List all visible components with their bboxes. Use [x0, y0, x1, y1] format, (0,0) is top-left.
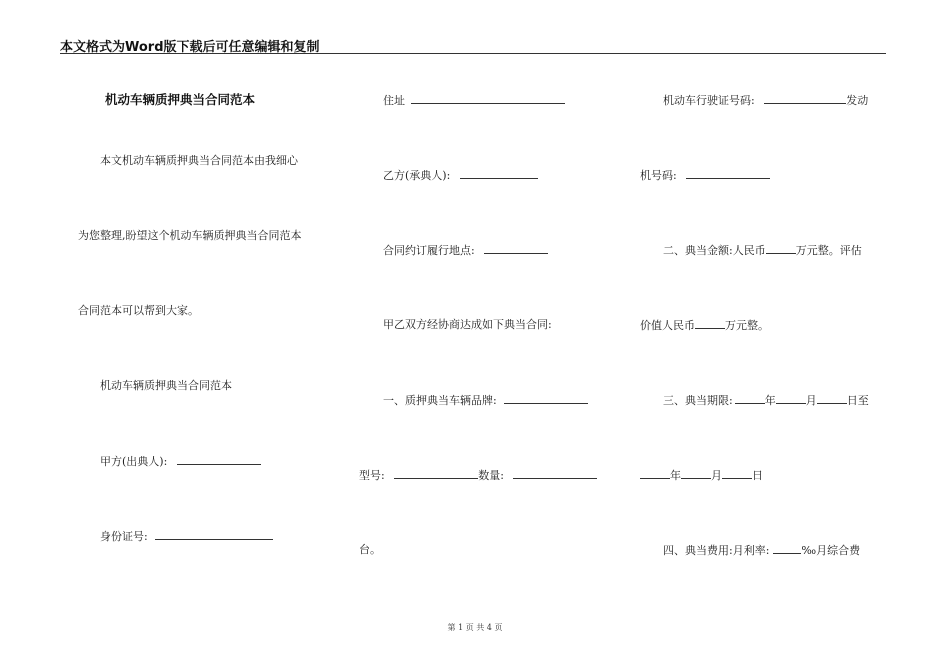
- page-number: 第 1 页 共 4 页: [447, 623, 503, 632]
- end-year-blank: [640, 468, 670, 479]
- license-label: 机动车行驶证号码:: [663, 94, 755, 107]
- engine-number-label: 机号码:: [640, 169, 677, 182]
- party-a-label: 甲方(出典人):: [100, 455, 168, 468]
- engine-number-line: [640, 168, 770, 183]
- agreement-line: 甲乙双方经协商达成如下典当合同:: [383, 318, 552, 331]
- end-year-unit: 年: [670, 469, 681, 482]
- start-day-blank: [817, 393, 847, 404]
- clause-4-suffix: ‰月综合费: [801, 544, 861, 557]
- id-number-label: 身份证号:: [100, 530, 148, 543]
- intro-line-2: 为您整理,盼望这个机动车辆质押典当合同范本: [78, 229, 302, 242]
- party-b-line: [383, 168, 538, 183]
- document-banner: 本文格式为Word版下载后可任意编辑和复制: [60, 40, 320, 55]
- sign-place-label: 合同约订履行地点:: [383, 244, 475, 257]
- address-line: [383, 93, 565, 108]
- engine-number-blank: [686, 168, 770, 179]
- start-year-blank: [735, 393, 765, 404]
- end-month-blank: [681, 468, 711, 479]
- party-a-line: [100, 454, 261, 469]
- appraisal-blank: [695, 318, 725, 329]
- start-month-blank: [776, 393, 806, 404]
- year-unit: 年: [764, 394, 776, 407]
- license-line: [663, 93, 868, 108]
- unit-line: 台。: [359, 543, 381, 556]
- id-number-line: [100, 529, 273, 544]
- clause-2-line: [663, 243, 862, 258]
- amount-blank: [766, 243, 796, 254]
- clause-2-prefix: 二、典当金额:人民币: [663, 244, 766, 257]
- end-date-line: [640, 468, 763, 483]
- brand-blank: [504, 393, 588, 404]
- address-label: 住址: [383, 94, 405, 107]
- address-blank: [411, 93, 565, 104]
- quantity-label: 数量:: [478, 469, 504, 482]
- party-b-label: 乙方(承典人):: [383, 169, 451, 182]
- subtitle: 机动车辆质押典当合同范本: [100, 379, 232, 392]
- clause-1-line: [383, 393, 588, 408]
- intro-line-1: 本文机动车辆质押典当合同范本由我细心: [100, 154, 298, 167]
- end-month-unit: 月: [711, 469, 722, 482]
- intro-line-3: 合同范本可以帮到大家。: [78, 304, 199, 317]
- model-blank: [394, 468, 478, 479]
- engine-suffix: 发动: [846, 94, 869, 107]
- clause-3-line: [663, 393, 869, 408]
- quantity-blank: [513, 468, 597, 479]
- id-number-blank: [155, 529, 273, 540]
- model-label: 型号:: [359, 469, 385, 482]
- model-quantity-line: [359, 468, 597, 483]
- end-day-unit: 日: [752, 469, 763, 482]
- clause-2-suffix: 万元整。评估: [795, 244, 862, 257]
- sign-place-line: [383, 243, 548, 258]
- document-title: 机动车辆质押典当合同范本: [105, 92, 256, 107]
- appraisal-prefix: 价值人民币: [640, 319, 695, 332]
- party-b-blank: [460, 168, 538, 179]
- clause-1-label: 一、质押典当车辆品牌:: [383, 394, 497, 407]
- header-divider: [60, 53, 886, 54]
- clause-4-line: [663, 543, 860, 558]
- clause-4-prefix: 四、典当费用:月利率:: [663, 544, 770, 557]
- month-unit: 月: [805, 394, 817, 407]
- end-day-blank: [722, 468, 752, 479]
- sign-place-blank: [484, 243, 548, 254]
- rate-blank: [773, 543, 801, 554]
- appraisal-line: [640, 318, 769, 333]
- party-a-blank: [177, 454, 261, 465]
- clause-3-prefix: 三、典当期限:: [663, 394, 733, 407]
- license-blank: [764, 93, 846, 104]
- day-to-unit: 日至: [846, 394, 869, 407]
- appraisal-suffix: 万元整。: [725, 319, 769, 332]
